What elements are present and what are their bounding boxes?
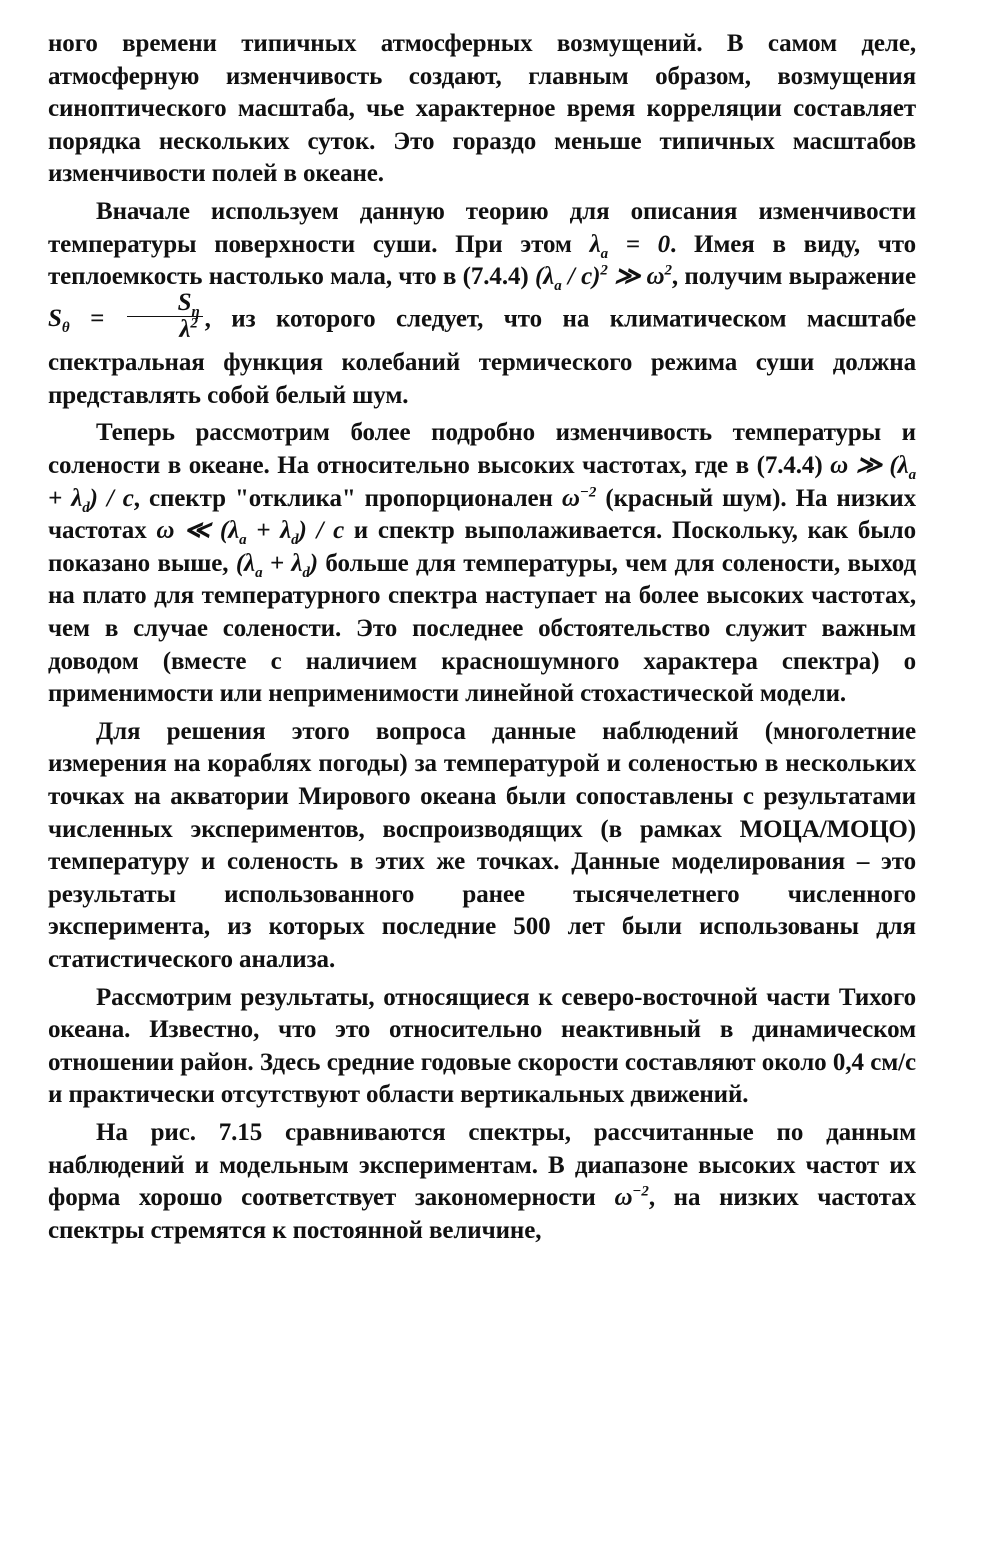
text-run: На рис. 7.15 сравниваются спектры, рассчитанные по данным наблюдений и модельным экспериментам. В диапазоне высоких частот их форма хорошо соответствует закономерности xyxy=(48,1118,916,1212)
text-run: больше для температуры, чем для солености, выход на плато для температурного спектра наступает на более высоких частотах, чем в случае солености. Это последнее обстоятельство служит важным доводом (вместе с наличием красношумного характера спектра) о применимости или неприменимости линейной стохастической модели. xyxy=(48,549,916,708)
math-expression: $\lambda_a = 0$ xyxy=(589,230,671,262)
fraction: $\frac{S_\eta}{\lambda^2}$ xyxy=(127,290,203,344)
math-expression: $\omega^{-2}$ xyxy=(614,1183,649,1212)
math-expression: $(\lambda_a + \lambda_d)$ xyxy=(235,549,319,581)
text-run: и спектр выполаживается. Поскольку, как было показано выше, xyxy=(48,517,916,577)
text-run: , из которого следует, что на климатическом масштабе спектральная функция колебаний термического режима суши должна представлять собой белый шум. xyxy=(48,305,916,409)
paragraph xyxy=(48,196,916,412)
paragraph xyxy=(48,982,916,1112)
paragraph xyxy=(48,716,916,977)
body-text xyxy=(48,28,916,1247)
text-run: Рассмотрим результаты, относящиеся к северо-восточной части Тихого океана. Известно, что это относительно неактивный в динамическом отношении район. Здесь средние годовые скорости составляют около 0,4 см/с и практически отсутствуют области вертикальных движений. xyxy=(48,983,916,1109)
math-expression: $\omega^{-2}$ xyxy=(561,484,597,512)
text-run: (красный шум). На низких частотах xyxy=(48,484,916,545)
paragraph xyxy=(48,417,916,710)
text-run: . Имея в виду, что теплоемкость настолько мала, что в (7.4.4) xyxy=(48,230,916,291)
math-fraction-expression: $S_\theta$ = $\frac{S_\eta}{\lambda^2}$ xyxy=(48,305,205,332)
text-run: , получим выражение xyxy=(671,263,916,291)
math-expression: $(\lambda_a / c)^2$ ≫ $\omega^2$ xyxy=(534,262,672,295)
paragraph xyxy=(48,28,916,191)
text-run: Теперь рассмотрим более подробно изменчивость температуры и солености в океане. На относительно высоких частотах, где в (7.4.4) xyxy=(48,419,916,480)
text-run: Для решения этого вопроса данные наблюдений (многолетние измерения на кораблях погоды) за температурой и соленостью в нескольких точках на акватории Мирового океана были сопоставлены с результатами численных экспериментов, воспроизводящих (в рамках МОЦА/МОЦО) температуру и соленость в этих же точках. Данные моделирования – это результаты использованного ранее тысячелетнего численного эксперимента, из которых последние 500 лет были использованы для статистического анализа. xyxy=(48,717,916,973)
text-run: Вначале используем данную теорию для описания изменчивости температуры поверхности суши. При этом xyxy=(48,197,916,258)
text-run: , на низких частотах спектры стремятся к постоянной величине, xyxy=(48,1184,916,1244)
math-expression: ω ≪ $(\lambda_a + \lambda_d) / c$ xyxy=(156,517,345,549)
text-run: , спектр "отклика" пропорционален xyxy=(133,484,562,512)
paragraph xyxy=(48,1117,916,1247)
math-expression: ω ≫ $(\lambda_a + \lambda_d) / c$ xyxy=(48,452,917,516)
text-run: ного времени типичных атмосферных возмущений. В самом деле, атмосферную изменчивость создают, главным образом, возмущения синоптического масштаба, чье характерное время корреляции составляет порядка нескольких суток. Это гораздо меньше типичных масштабов изменчивости полей в океане. xyxy=(48,30,916,188)
